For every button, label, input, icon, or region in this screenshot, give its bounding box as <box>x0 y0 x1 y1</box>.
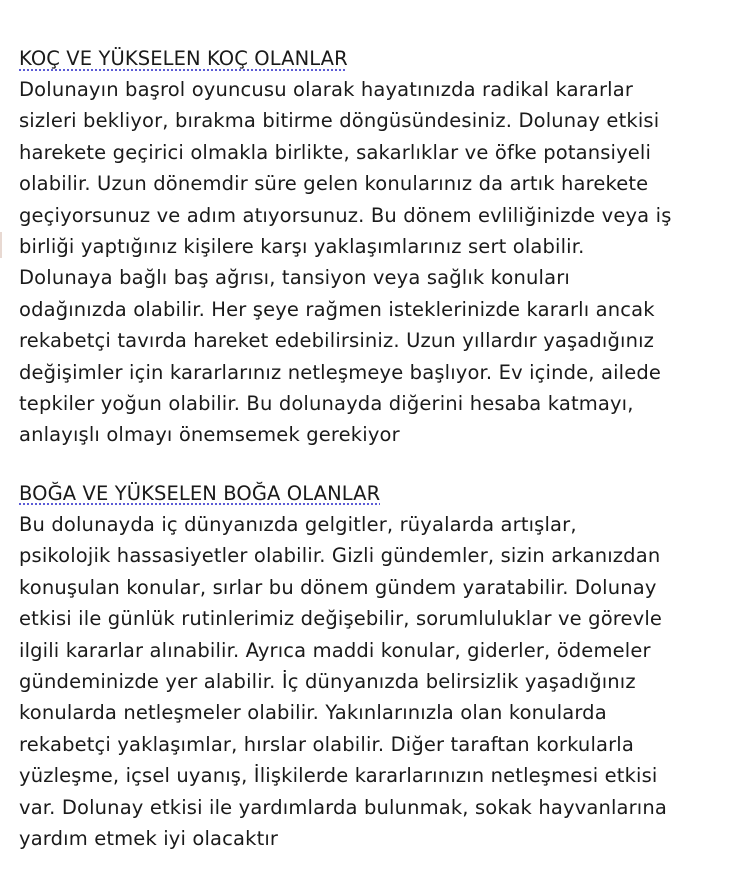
section-boga <box>19 479 749 854</box>
text-line: gündeminizde yer alabilir. İç dünyanızda belirsizlik yaşadığınız <box>19 669 636 693</box>
section-body-boga <box>19 509 749 854</box>
section-heading-boga[interactable]: BOĞA VE YÜKSELEN BOĞA OLANLAR <box>19 481 381 505</box>
text-line: psikolojik hassasiyetler olabilir. Gizli gündemler, sizin arkanızdan <box>19 544 661 568</box>
text-line: etkisi ile günlük rutinlerimiz değişebilir, sorumluluklar ve görevle <box>19 607 663 631</box>
text-line: birliği yaptığınız kişilere karşı yaklaşımlarınız sert olabilir. <box>19 235 585 259</box>
text-line: ilgili kararlar alınabilir. Ayrıca maddi konular, giderler, ödemeler <box>19 638 651 662</box>
text-line: Dolunayın başrol oyuncusu olarak hayatınızda radikal kararlar <box>19 78 634 101</box>
section-koc <box>19 44 749 451</box>
text-line: yardım etmek iyi olacaktır <box>19 826 279 850</box>
text-line: rekabetçi tavırda hareket edebilirsiniz. Uzun yıllardır yaşadığınız <box>19 329 655 353</box>
text-line: odağınızda olabilir. Her şeye rağmen isteklerinizde kararlı ancak <box>19 297 655 321</box>
left-edge-mark <box>0 232 2 258</box>
text-line: konuşulan konular, sırlar bu dönem gündem yaratabilir. Dolunay <box>19 575 657 599</box>
text-line: Dolunaya bağlı baş ağrısı, tansiyon veya sağlık konuları <box>19 266 570 290</box>
text-line: değişimler için kararlarınız netleşmeye başlıyor. Ev içinde, ailede <box>19 360 662 384</box>
article-content <box>19 44 749 854</box>
section-heading-koc[interactable]: KOÇ VE YÜKSELEN KOÇ OLANLAR <box>19 47 348 70</box>
text-line: sizleri bekliyor, bırakma bitirme döngüsündesiniz. Dolunay etkisi <box>19 109 660 133</box>
text-line: olabilir. Uzun dönemdir süre gelen konularınız da artık harekete <box>19 172 649 196</box>
text-line: var. Dolunay etkisi ile yardımlarda bulunmak, sokak hayvanlarına <box>19 795 667 819</box>
text-line: anlayışlı olmayı önemsemek gerekiyor <box>19 423 400 447</box>
text-line: rekabetçi yaklaşımlar, hırslar olabilir. Diğer taraftan korkularla <box>19 732 634 756</box>
text-line: konularda netleşmeler olabilir. Yakınlarınızla olan konularda <box>19 701 607 725</box>
text-line: yüzleşme, içsel uyanış, İlişkilerde kararlarınızın netleşmesi etkisi <box>19 764 658 788</box>
text-line: tepkiler yoğun olabilir. Bu dolunayda diğerini hesaba katmayı, <box>19 392 634 416</box>
text-line: geçiyorsunuz ve adım atıyorsunuz. Bu dönem evliliğinizde veya iş <box>19 203 672 227</box>
section-body-koc <box>19 74 749 451</box>
text-line: Bu dolunayda iç dünyanızda gelgitler, rüyalarda artışlar, <box>19 512 577 536</box>
text-line: harekete geçirici olmakla birlikte, sakarlıklar ve öfke potansiyeli <box>19 140 652 164</box>
